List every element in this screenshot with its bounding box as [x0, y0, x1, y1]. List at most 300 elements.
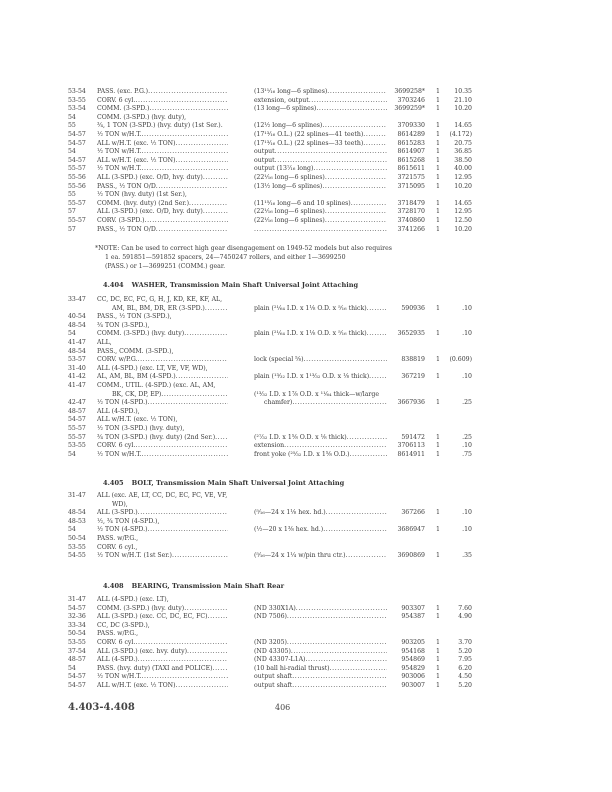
- part-number: 8614911: [397, 450, 425, 458]
- part-number: 3699258*: [394, 88, 425, 95]
- part-description: [254, 434, 387, 443]
- section-title: WASHER, Transmission Main Shaft Universal Joint Attaching: [131, 281, 359, 289]
- description-text: output: [254, 156, 275, 164]
- parts-row: [0, 208, 612, 217]
- part-description: [254, 105, 387, 114]
- quantity: 1: [436, 433, 440, 441]
- model-years: 41-47: [68, 338, 86, 346]
- parts-row: [0, 552, 612, 561]
- model-text: ALL (3-SPD.) (exc. hvy. duty): [97, 647, 187, 655]
- model-years: 54-57: [68, 130, 86, 138]
- model-application: [97, 535, 228, 544]
- model-text: ALL (3-SPD.) (exc. O/D, hvy. duty): [97, 208, 203, 216]
- dot-leader: [325, 217, 387, 226]
- list-price: .10: [462, 526, 472, 534]
- dot-leader: [141, 165, 228, 174]
- model-years: 57: [68, 208, 76, 216]
- quantity: 1: [436, 225, 440, 233]
- description-text: (17¹³⁄₁₆ O.L.) (22 splines—41 teeth): [254, 130, 364, 138]
- model-years: 48-53: [68, 517, 86, 525]
- part-description: [254, 200, 387, 209]
- model-application: [97, 322, 228, 331]
- part-description: [254, 391, 387, 400]
- model-text: ½ TON w/H.T.: [97, 148, 142, 156]
- list-price: 7.95: [458, 656, 472, 664]
- part-description: [254, 157, 387, 166]
- part-description: [254, 451, 387, 460]
- model-text: COMM., UTIL. (4-SPD.) (exc. AL, AM,: [97, 381, 216, 389]
- dot-leader: [176, 140, 228, 149]
- list-price: 3.70: [458, 638, 472, 646]
- dot-leader: [305, 656, 387, 665]
- part-number: 954387: [401, 613, 425, 621]
- dot-leader: [287, 639, 387, 648]
- model-text: ¾, 1 TON (3-SPD.) (hvy. duty) (1st Ser.).: [97, 122, 223, 130]
- dot-leader: [275, 157, 387, 166]
- part-number: 954869: [401, 656, 425, 664]
- model-years: 48-54: [68, 509, 86, 517]
- model-years: 54: [68, 526, 76, 534]
- description-text: output: [254, 148, 275, 156]
- part-description: [254, 673, 387, 682]
- part-description: [254, 613, 387, 622]
- model-application: [97, 356, 228, 365]
- model-years: 55: [68, 191, 76, 199]
- dot-leader: [176, 373, 228, 382]
- parts-row: [0, 535, 612, 544]
- model-application: [97, 596, 228, 605]
- dot-leader: [135, 639, 228, 648]
- parts-row: [0, 434, 612, 443]
- description-text: (ND 43307-L1A): [254, 656, 306, 664]
- model-application: [97, 552, 228, 561]
- model-application: [97, 648, 228, 657]
- quantity: 1: [436, 96, 440, 104]
- model-application: [97, 174, 228, 183]
- parts-row: [0, 648, 612, 657]
- model-text: ALL (3-SPD.): [97, 509, 138, 517]
- model-text: ALL w/H.T. (exc. ½ TON),: [97, 416, 178, 424]
- dot-leader: [176, 682, 228, 691]
- parts-row: [0, 526, 612, 535]
- part-description: [254, 665, 387, 674]
- part-number: 903006: [401, 673, 425, 681]
- model-text: PASS., ½ TON (3-SPD.),: [97, 313, 172, 321]
- quantity: 1: [436, 604, 440, 612]
- parts-row: [0, 339, 612, 348]
- list-price: .10: [462, 330, 472, 338]
- part-number: 367266: [401, 509, 425, 517]
- dot-leader: [148, 399, 228, 408]
- dot-leader: [350, 451, 387, 460]
- model-years: 48-54: [68, 321, 86, 329]
- model-text: PASS. (hvy. duty) (TAXI and POLICE): [97, 664, 213, 672]
- model-years: 54-57: [68, 604, 86, 612]
- model-text: ½ TON w/H.T.: [97, 130, 142, 138]
- quantity: 1: [436, 88, 440, 95]
- list-price: .25: [462, 399, 472, 407]
- parts-row: [0, 226, 612, 235]
- parts-row: [0, 613, 612, 622]
- quantity: 1: [436, 148, 440, 156]
- model-application: [97, 165, 228, 174]
- description-text: (²⁷⁄₃₂ I.D. x 1⅝ O.D. x ⅛ thick): [254, 433, 347, 441]
- parts-row: [0, 105, 612, 114]
- model-text: ½ TON (4-SPD.): [97, 526, 148, 534]
- quantity: 1: [436, 330, 440, 338]
- model-years: 55-56: [68, 182, 86, 190]
- model-text: CC, DC, EC, FC, G, H, J, KD, KE, KF, AL,: [97, 296, 223, 303]
- model-years: 53-54: [68, 105, 86, 113]
- model-application: [97, 526, 228, 535]
- part-number: 838819: [401, 356, 425, 364]
- model-text: ¾ TON (3-SPD.),: [97, 321, 150, 329]
- quantity: 1: [436, 208, 440, 216]
- list-price: 14.65: [454, 122, 472, 130]
- parts-row: [0, 408, 612, 417]
- model-application: [97, 200, 228, 209]
- part-description: [254, 682, 387, 691]
- parts-row: [0, 365, 612, 374]
- model-text: COMM. (3-SPD.) (hvy. duty),: [97, 113, 187, 121]
- model-application: [97, 148, 228, 157]
- model-application: [97, 140, 228, 149]
- description-text: (22¹⁄₁₆ long—6 splines): [254, 208, 325, 216]
- model-text: ALL (4-SPD.),: [97, 407, 140, 415]
- model-years: 50-54: [68, 630, 86, 638]
- quantity: 1: [436, 105, 440, 113]
- part-number: 3690869: [397, 552, 425, 560]
- part-description: [254, 442, 387, 451]
- part-description: [254, 552, 387, 561]
- parts-row: [0, 140, 612, 149]
- dot-leader: [323, 526, 387, 535]
- part-description: [264, 399, 387, 408]
- model-years: 53-55: [68, 96, 86, 104]
- model-years: 33-47: [68, 296, 86, 303]
- model-text: ½ TON (hvy. duty) (1st Ser.),: [97, 191, 187, 199]
- dot-leader: [184, 605, 228, 614]
- list-price: 10.20: [454, 182, 472, 190]
- model-years: 54-57: [68, 673, 86, 681]
- list-price: 12.50: [454, 216, 472, 224]
- list-price: .10: [462, 304, 472, 312]
- model-application: [97, 208, 228, 217]
- model-years: 53-57: [68, 356, 86, 364]
- dot-leader: [287, 613, 387, 622]
- part-number: 3686947: [397, 526, 425, 534]
- parts-row: [0, 682, 612, 691]
- parts-row: [0, 605, 612, 614]
- model-application: [97, 408, 228, 417]
- dot-leader: [367, 305, 387, 314]
- quantity: 1: [436, 216, 440, 224]
- description-text: (17¹³⁄₁₆ O.L.) (22 splines—33 teeth): [254, 139, 364, 147]
- description-text: output (13⁷⁄₁₆ long): [254, 165, 314, 173]
- parts-row: [0, 356, 612, 365]
- model-years: 53-55: [68, 442, 86, 450]
- parts-row: [0, 518, 612, 527]
- model-application: [97, 226, 228, 235]
- dot-leader: [203, 208, 228, 217]
- model-application: [97, 622, 228, 631]
- part-description: [254, 217, 387, 226]
- parts-row: [0, 492, 612, 501]
- dot-leader: [292, 682, 387, 691]
- model-years: 31-40: [68, 364, 86, 372]
- footnote: [95, 244, 415, 271]
- list-price: 10.20: [454, 105, 472, 113]
- page-number: 406: [275, 703, 291, 712]
- model-application: [97, 122, 228, 131]
- dot-leader: [141, 131, 228, 140]
- description-text: output shaft: [254, 681, 293, 689]
- description-text: (13 long—6 splines): [254, 105, 317, 113]
- footnote-line: 1 ea. 591851—591852 spacers, 24—7450247 rollers, and either 1—3699250: [105, 254, 346, 261]
- model-years: 54-57: [68, 139, 86, 147]
- model-application: [97, 518, 228, 527]
- part-number: 3721575: [397, 173, 425, 181]
- model-text: PASS. (exc. P.G.): [97, 88, 149, 95]
- footnote-line: *NOTE: Can be used to correct high gear disengagement on 1949-52 models but also requires: [95, 245, 392, 252]
- dot-leader: [347, 434, 387, 443]
- model-application: [97, 339, 228, 348]
- section-heading-4-405: [103, 479, 344, 487]
- footnote-line: (PASS.) or 1—3699251 (COMM.) gear.: [105, 263, 226, 270]
- part-description: [254, 656, 387, 665]
- model-text: ALL (4-SPD.) (exc. LT),: [97, 596, 169, 603]
- parts-row: [0, 416, 612, 425]
- quantity: 1: [436, 373, 440, 381]
- list-price: .75: [462, 450, 472, 458]
- quantity: 1: [436, 399, 440, 407]
- model-text: ½ TON (4-SPD.): [97, 399, 148, 407]
- model-years: 48-57: [68, 656, 86, 664]
- model-application: [97, 191, 228, 200]
- model-application: [97, 509, 228, 518]
- parts-section-bearing: [0, 596, 612, 691]
- model-years: 31-47: [68, 596, 86, 603]
- model-application: [97, 434, 228, 443]
- parts-section-washer: [0, 296, 612, 459]
- quantity: 1: [436, 450, 440, 458]
- description-text: (13½ long—6 splines): [254, 182, 323, 190]
- parts-row: [0, 425, 612, 434]
- model-application: [97, 451, 228, 460]
- model-text: CC, DC (3-SPD.),: [97, 621, 150, 629]
- model-application: [97, 656, 228, 665]
- model-application: [112, 305, 228, 314]
- parts-row: [0, 630, 612, 639]
- dot-leader: [284, 442, 387, 451]
- model-text: ½ TON w/H.T. (1st Ser.): [97, 552, 172, 560]
- dot-leader: [346, 552, 387, 561]
- model-years: 55: [68, 122, 76, 130]
- section-heading-4-404: [103, 281, 358, 289]
- model-application: [97, 373, 228, 382]
- list-price: 12.95: [454, 173, 472, 181]
- model-application: [97, 114, 228, 123]
- list-price: 10.35: [454, 88, 472, 95]
- dot-leader: [141, 148, 228, 157]
- part-description: [254, 526, 387, 535]
- parts-row: [0, 544, 612, 553]
- model-text: COMM. (hvy. duty) (2nd Ser.): [97, 199, 190, 207]
- dot-leader: [326, 509, 387, 518]
- part-number: 3741266: [397, 225, 425, 233]
- parts-row: [0, 97, 612, 106]
- dot-leader: [138, 356, 228, 365]
- parts-section-bolt: [0, 492, 612, 561]
- model-application: [97, 425, 228, 434]
- model-years: 55-57: [68, 165, 86, 173]
- part-description: [254, 648, 387, 657]
- model-application: [97, 673, 228, 682]
- parts-row: [0, 501, 612, 510]
- dot-leader: [313, 165, 387, 174]
- quantity: 1: [436, 552, 440, 560]
- model-application: [97, 131, 228, 140]
- quantity: 1: [436, 199, 440, 207]
- part-number: 3718479: [397, 199, 425, 207]
- model-years: 57: [68, 225, 76, 233]
- parts-row: [0, 391, 612, 400]
- model-years: 54-57: [68, 416, 86, 424]
- part-description: [254, 148, 387, 157]
- quantity: 1: [436, 130, 440, 138]
- model-years: 54: [68, 113, 76, 121]
- dot-leader: [184, 330, 228, 339]
- model-years: 48-54: [68, 347, 86, 355]
- parts-row: [0, 348, 612, 357]
- list-price: 21.10: [454, 96, 472, 104]
- list-price: 10.20: [454, 225, 472, 233]
- model-application: [97, 682, 228, 691]
- dot-leader: [205, 305, 228, 314]
- list-price: 40.00: [454, 165, 472, 173]
- model-years: 55-57: [68, 433, 86, 441]
- model-years: 53-55: [68, 543, 86, 551]
- model-years: 32-36: [68, 613, 86, 621]
- dot-leader: [369, 373, 387, 382]
- parts-row: [0, 122, 612, 131]
- quantity: 1: [436, 638, 440, 646]
- description-text: (10 ball hi-radial thrust): [254, 664, 330, 672]
- part-number: 8615611: [397, 165, 425, 173]
- description-text: extension, output: [254, 96, 309, 104]
- model-years: 55-57: [68, 199, 86, 207]
- model-years: 31-47: [68, 492, 86, 499]
- model-text: PASS., ½ TON O/D: [97, 225, 156, 233]
- dot-leader: [322, 122, 387, 131]
- dot-leader: [208, 613, 228, 622]
- part-description: [254, 509, 387, 518]
- parts-row: [0, 399, 612, 408]
- description-text: (22¹⁄₁₆ long—6 splines): [254, 216, 325, 224]
- model-text: BK, CK, DP, EP): [112, 390, 162, 398]
- part-description: [254, 226, 387, 235]
- model-years: 54-57: [68, 681, 86, 689]
- dot-leader: [215, 434, 228, 443]
- parts-row: [0, 622, 612, 631]
- parts-row: [0, 165, 612, 174]
- parts-row: [0, 200, 612, 209]
- section-title: BOLT, Transmission Main Shaft Universal Joint Attaching: [131, 479, 345, 487]
- dot-leader: [189, 200, 228, 209]
- model-application: [97, 630, 228, 639]
- part-number: 903307: [401, 604, 425, 612]
- model-application: [112, 391, 228, 400]
- dot-leader: [161, 391, 228, 400]
- quantity: 1: [436, 656, 440, 664]
- model-text: PASS., ½ TON O/D: [97, 182, 156, 190]
- dot-leader: [176, 157, 228, 166]
- model-text: ALL (3-SPD.) (exc. CC, DC, EC, FC): [97, 613, 208, 621]
- model-application: [97, 296, 228, 305]
- dot-leader: [296, 605, 387, 614]
- parts-row: [0, 382, 612, 391]
- list-price: 36.85: [454, 148, 472, 156]
- part-description: [254, 330, 387, 339]
- description-text: plain (²¹⁄₆₄ I.D. x 1⅛ O.D. x ⁵⁄₁₆ thick): [254, 304, 367, 312]
- parts-row: [0, 330, 612, 339]
- quantity: 1: [436, 173, 440, 181]
- model-text: ALL w/H.T. (exc. ½ TON): [97, 139, 176, 147]
- model-application: [97, 442, 228, 451]
- model-text: CORV. 6 cyl.,: [97, 543, 138, 551]
- model-years: 55-56: [68, 173, 86, 181]
- parts-row: [0, 451, 612, 460]
- part-number: 8615268: [397, 156, 425, 164]
- model-text: ALL (4-SPD.): [97, 656, 138, 664]
- model-text: ALL (4-SPD.) (exc. LT, VE, VF, WD),: [97, 364, 208, 372]
- quantity: 1: [436, 182, 440, 190]
- model-text: CORV. 6 cyl.: [97, 96, 136, 104]
- model-text: COMM. (3-SPD.) (hvy. duty): [97, 604, 185, 612]
- quantity: 1: [436, 647, 440, 655]
- model-text: ALL,: [97, 338, 112, 346]
- model-application: [97, 492, 228, 501]
- parts-row: [0, 665, 612, 674]
- part-number: 903007: [401, 681, 425, 689]
- model-years: 54-57: [68, 156, 86, 164]
- parts-row: [0, 373, 612, 382]
- model-application: [97, 183, 228, 192]
- model-years: 41-42: [68, 373, 86, 381]
- dot-leader: [291, 648, 387, 657]
- parts-row: [0, 596, 612, 605]
- quantity: 1: [436, 165, 440, 173]
- list-price: .10: [462, 509, 472, 517]
- model-years: 48-57: [68, 407, 86, 415]
- parts-row: [0, 157, 612, 166]
- parts-row: [0, 442, 612, 451]
- model-application: [97, 544, 228, 553]
- dot-leader: [351, 200, 387, 209]
- quantity: 1: [436, 664, 440, 672]
- part-description: [254, 373, 387, 382]
- part-number: 3715095: [397, 182, 425, 190]
- list-price: 20.75: [454, 139, 472, 147]
- description-text: (⁵⁄₁₆—24 x 1¼ w/pin thru ctr.): [254, 552, 346, 560]
- parts-row: [0, 148, 612, 157]
- dot-leader: [292, 399, 387, 408]
- model-text: ALL w/H.T. (exc. ½ TON): [97, 681, 176, 689]
- part-number: 954829: [401, 664, 425, 672]
- model-application: [97, 330, 228, 339]
- model-application: [97, 313, 228, 322]
- dot-leader: [254, 226, 387, 235]
